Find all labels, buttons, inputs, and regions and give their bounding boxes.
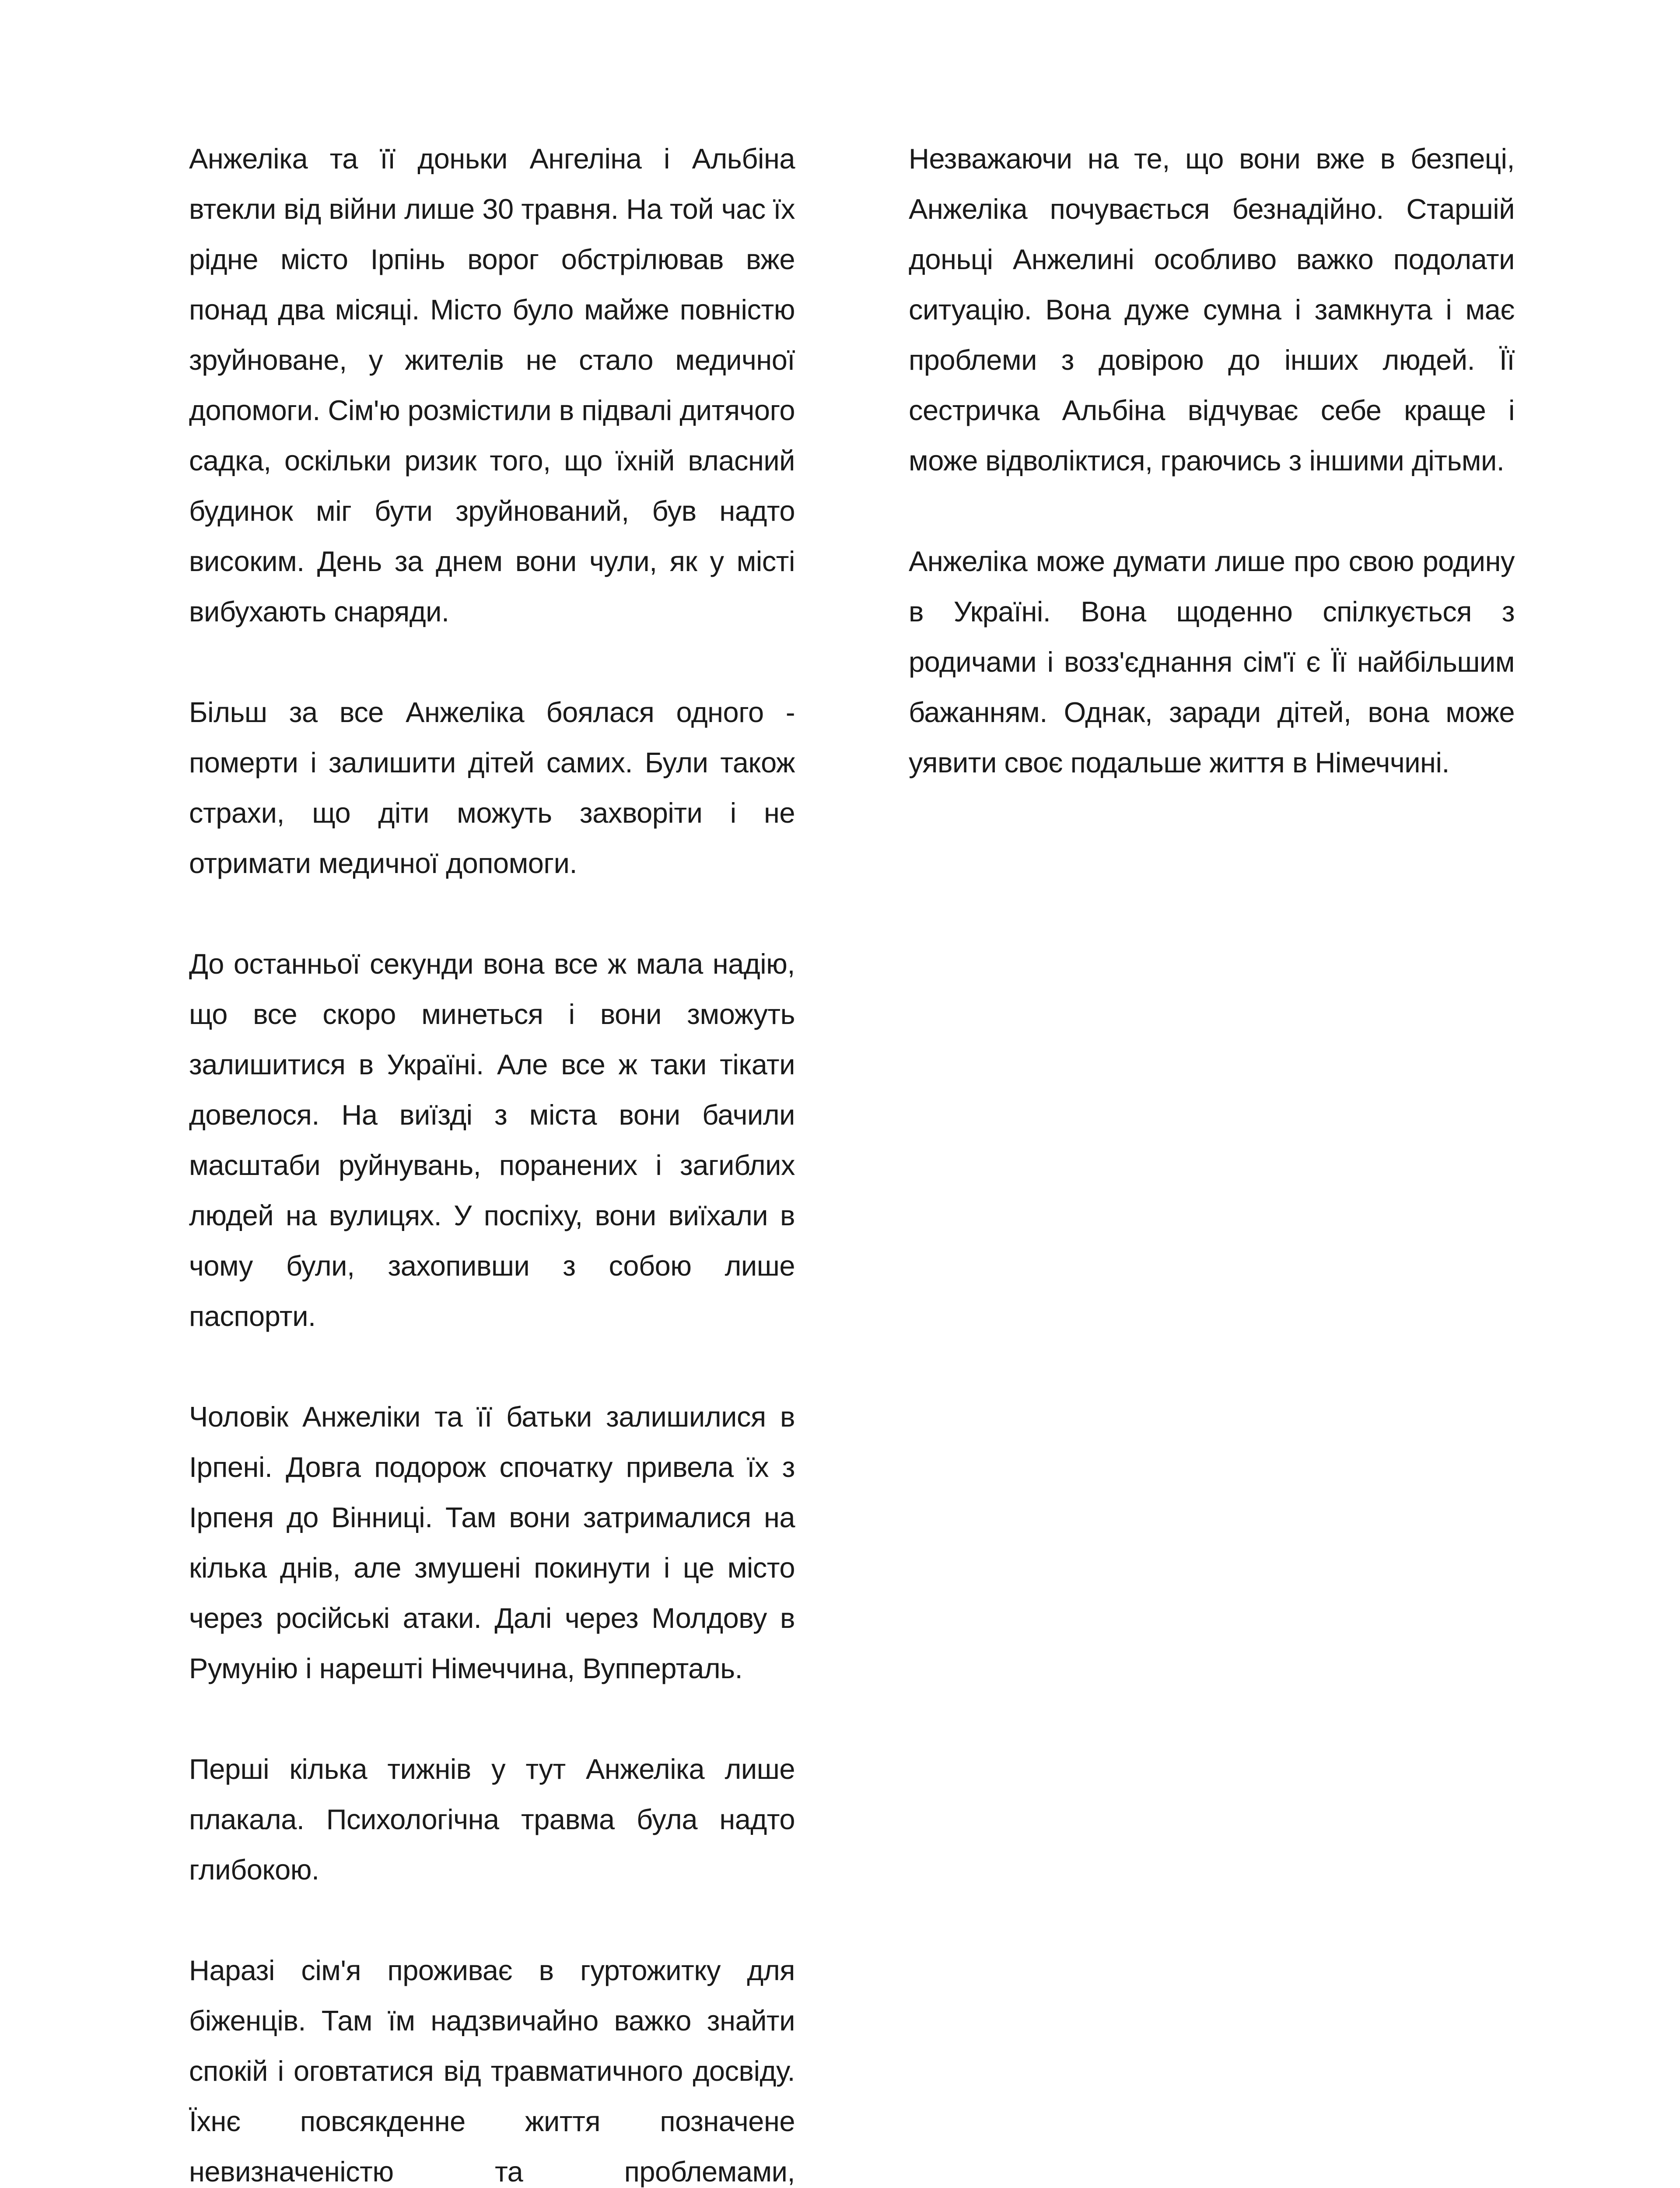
paragraph: Анжеліка та її доньки Ангеліна і Альбіна втекли від війни лише 30 травня. На той час їх рідне місто Ірпінь ворог обстрілював вже понад два місяці. Місто було майже повністю зруйноване, у жителів не стало медичної допомоги. Сім'ю розмістили в підвалі дитячого садка, оскільки ризик того, що їхній власний будинок міг бути зруйнований, був надто високим. День за днем вони чули, як у місті вибухають снаряди. (189, 143, 795, 628)
left-text-column (189, 133, 795, 2188)
paragraph: Чоловік Анжеліки та її батьки залишилися в Ірпені. Довга подорож спочатку привела їх з Ірпеня до Вінниці. Там вони затрималися на кілька днів, але змушені покинути і це місто через російські атаки. Далі через Молдову в Румунію і нарешті Німеччина, Вупперталь. (189, 1401, 795, 1684)
paragraph: До останньої секунди вона все ж мала надію, що все скоро минеться і вони зможуть залишитися в Україні. Але все ж таки тікати довелося. На виїзді з міста вони бачили масштаби руйнувань, поранених і загиблих людей на вулицях. У поспіху, вони виїхали в чому були, захопивши з собою лише паспорти. (189, 948, 795, 1332)
paragraph: Перші кілька тижнів у тут Анжеліка лише плакала. Психологічна травма була надто глибокою. (189, 1753, 795, 1886)
paragraph: Більш за все Анжеліка боялася одного - померти і залишити дітей самих. Були також страхи, що діти можуть захворіти і не отримати медичної допомоги. (189, 696, 795, 879)
paragraph: Наразі сім'я проживає в гуртожитку для біженців. Там їм надзвичайно важко знайти спокій і оговтатися від травматичного досвіду. Їхнє повсякденне життя позначене невизначеністю та проблемами, (189, 1954, 795, 2188)
paragraph: Незважаючи на те, що вони вже в безпеці, Анжеліка почувається безнадійно. Старшій доньці Анжелині особливо важко подолати ситуацію. Вона дуже сумна і замкнута і має проблеми з довірою до інших людей. Її сестричка Альбіна відчуває себе краще і може відволіктися, граючись з іншими дітьми. (909, 143, 1515, 477)
right-text-column (909, 133, 1515, 788)
paragraph: Анжеліка може думати лише про свою родину в Україні. Вона щоденно спілкується з родичами і возз'єднання сім'ї є Її найбільшим бажанням. Однак, заради дітей, вона може уявити своє подальше життя в Німеччині. (909, 545, 1515, 778)
